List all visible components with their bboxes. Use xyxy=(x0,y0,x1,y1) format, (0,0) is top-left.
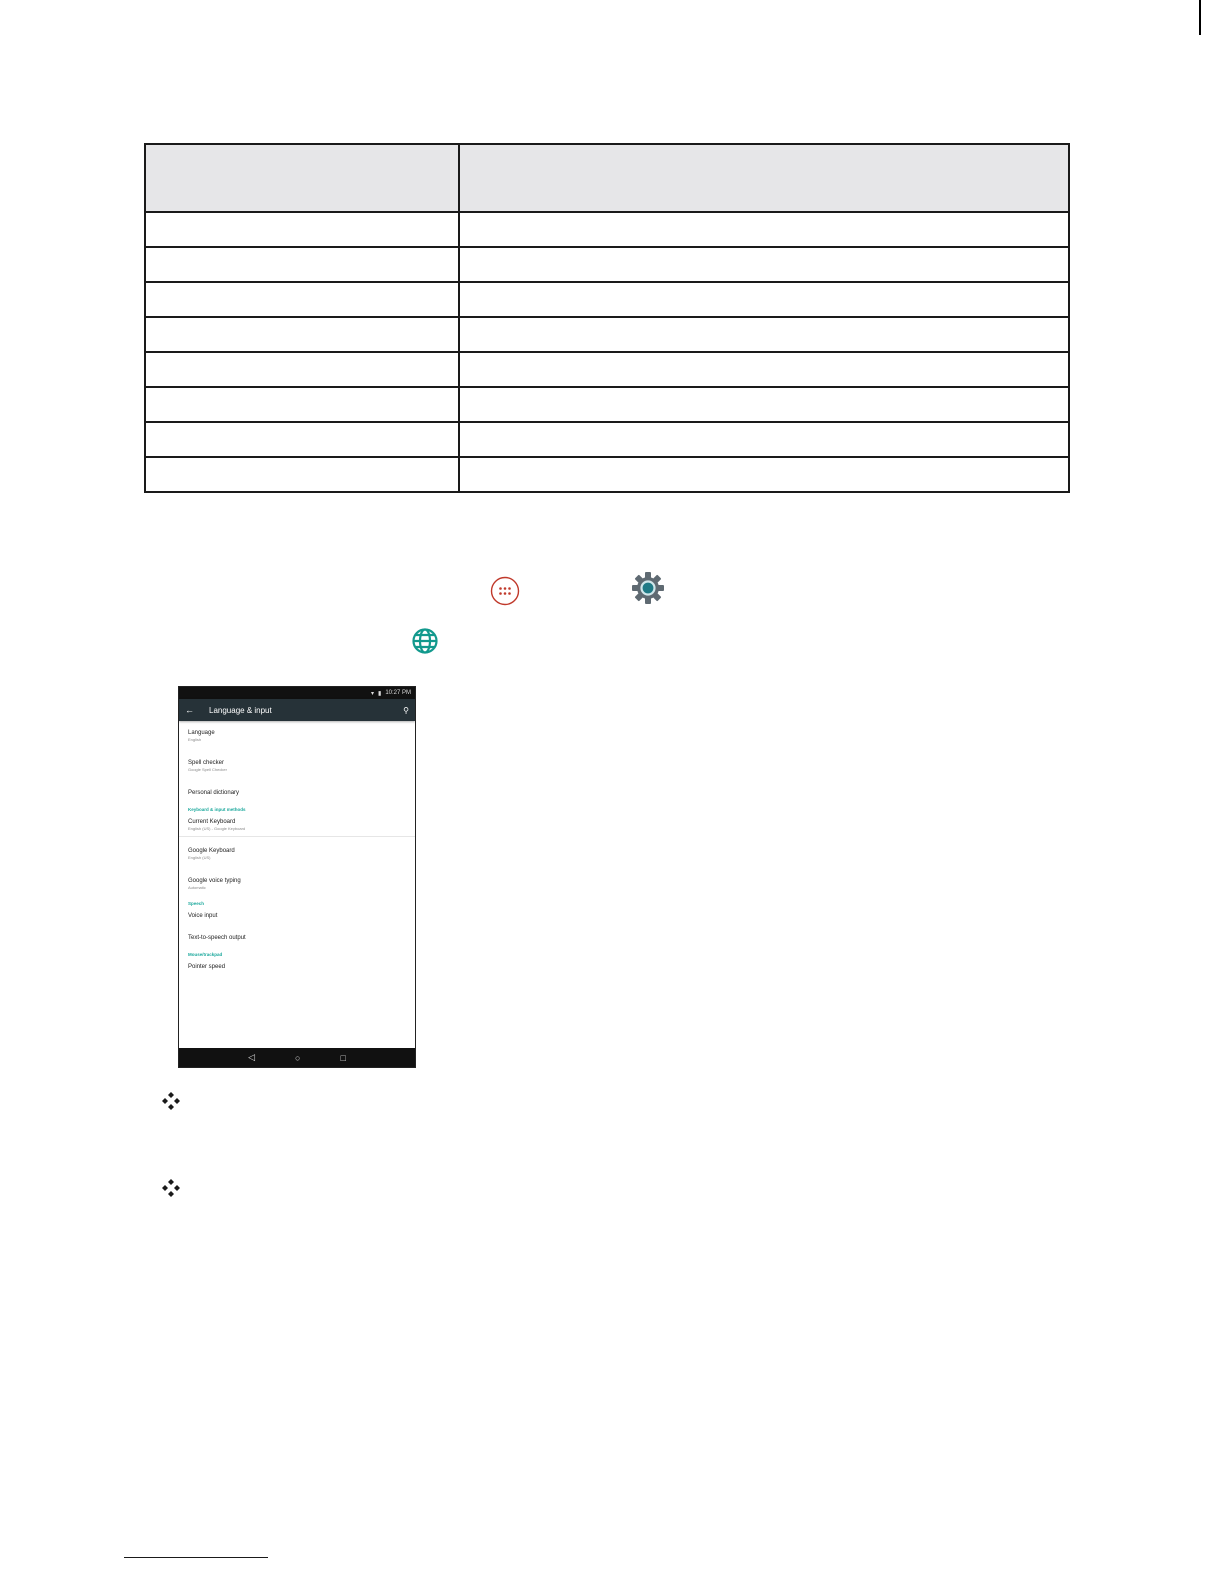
setting-title: Current Keyboard xyxy=(188,819,236,825)
setting-current-keyboard[interactable] xyxy=(179,814,415,837)
setting-subtitle: English (US) - Google Keyboard xyxy=(188,826,246,831)
apps-icon xyxy=(489,575,521,607)
section-header-mouse: Mouse/trackpad xyxy=(188,952,223,957)
setting-pointer-speed[interactable] xyxy=(179,959,415,975)
setting-subtitle: Automatic xyxy=(188,885,206,890)
setting-google-voice-typing[interactable] xyxy=(179,873,415,895)
setting-title: Google Keyboard xyxy=(188,848,235,854)
screen-title: Language & input xyxy=(209,705,272,715)
table-cell xyxy=(145,317,459,352)
page-edge-mark xyxy=(1199,0,1201,35)
nav-recents-icon[interactable]: □ xyxy=(340,1052,346,1063)
diamond-bullet-icon xyxy=(160,1177,182,1199)
table-cell xyxy=(145,422,459,457)
table-cell xyxy=(145,247,459,282)
table-row xyxy=(145,387,1069,422)
setting-personal-dictionary[interactable] xyxy=(179,785,415,801)
settings-table xyxy=(144,143,1070,493)
table-cell xyxy=(145,352,459,387)
status-time: 10:27 PM xyxy=(385,690,411,696)
navigation-bar xyxy=(179,1048,415,1067)
app-bar xyxy=(179,699,415,721)
diamond-bullet-icon xyxy=(160,1090,182,1112)
table-cell xyxy=(459,352,1069,387)
table-row xyxy=(145,282,1069,317)
nav-home-icon[interactable]: ○ xyxy=(295,1052,301,1063)
table-header-cell xyxy=(459,144,1069,212)
table-cell xyxy=(459,247,1069,282)
setting-title: Google voice typing xyxy=(188,878,241,884)
language-globe-icon xyxy=(411,627,439,655)
search-icon[interactable]: ⚲ xyxy=(403,705,409,715)
table-row xyxy=(145,317,1069,352)
table-cell xyxy=(459,422,1069,457)
setting-subtitle: Google Spell Checker xyxy=(188,767,227,772)
setting-title: Language xyxy=(188,730,215,736)
table-header-row xyxy=(145,144,1069,212)
battery-icon: ▮ xyxy=(378,690,382,697)
table-cell xyxy=(459,282,1069,317)
table-row xyxy=(145,422,1069,457)
setting-voice-input[interactable] xyxy=(179,908,415,924)
setting-title: Voice input xyxy=(188,913,218,919)
phone-screenshot xyxy=(178,686,416,1068)
setting-subtitle: English (US) xyxy=(188,855,211,860)
table-cell xyxy=(459,212,1069,247)
table-row xyxy=(145,247,1069,282)
table-cell xyxy=(145,282,459,317)
table-row xyxy=(145,457,1069,492)
status-bar xyxy=(179,687,415,699)
setting-tts-output[interactable] xyxy=(179,930,415,946)
section-header-keyboard: Keyboard & input methods xyxy=(188,807,246,812)
setting-subtitle: English xyxy=(188,737,202,742)
setting-title: Pointer speed xyxy=(188,964,226,970)
table-cell xyxy=(145,212,459,247)
nav-back-icon[interactable]: ◁ xyxy=(248,1052,256,1062)
table-row xyxy=(145,352,1069,387)
setting-title: Personal dictionary xyxy=(188,790,240,796)
back-arrow-icon[interactable]: ← xyxy=(185,705,194,715)
footnote-rule xyxy=(124,1557,268,1558)
section-header-speech: Speech xyxy=(188,901,205,906)
settings-list xyxy=(179,721,415,975)
wifi-icon: ▾ xyxy=(370,690,374,697)
table-header-cell xyxy=(145,144,459,212)
setting-title: Text-to-speech output xyxy=(188,935,246,941)
setting-language[interactable] xyxy=(179,725,415,747)
table-cell xyxy=(459,457,1069,492)
setting-spell-checker[interactable] xyxy=(179,755,415,777)
settings-gear-icon xyxy=(631,571,665,605)
setting-google-keyboard[interactable] xyxy=(179,843,415,865)
table-row xyxy=(145,212,1069,247)
table-cell xyxy=(459,317,1069,352)
setting-title: Spell checker xyxy=(188,760,225,766)
table-cell xyxy=(145,387,459,422)
table-cell xyxy=(145,457,459,492)
table-cell xyxy=(459,387,1069,422)
